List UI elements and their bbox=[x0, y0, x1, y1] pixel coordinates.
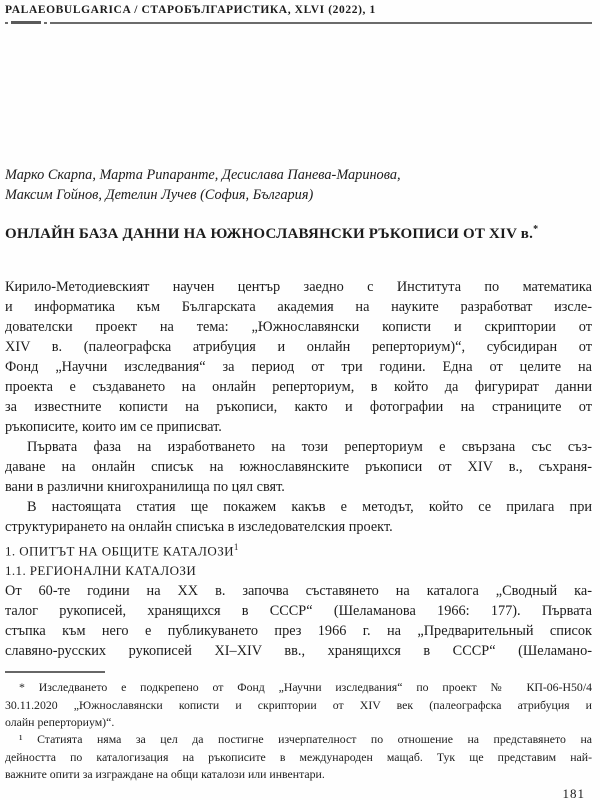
article-title bbox=[5, 220, 592, 244]
article-body bbox=[5, 277, 592, 661]
body-line: Първата фаза на изработването на този реперториум е свързана със съз- bbox=[27, 439, 592, 455]
header-rule-segment bbox=[44, 22, 47, 24]
article-title-text: ОНЛАЙН БАЗА ДАННИ НА ЮЖНОСЛАВЯНСКИ РЪКОПИСИ ОТ XIV в. bbox=[5, 226, 534, 242]
body-line: структурирането на онлайн списъка в изследователския проект. bbox=[5, 519, 393, 535]
authors-block bbox=[5, 165, 592, 205]
body-line: дователски проект на тема: „Южнославянски кописти и скриптории от bbox=[5, 319, 592, 335]
journal-header: PALAEOBULGARICA / СТАРОБЪЛГАРИСТИКА, XLVI (2022), 1 bbox=[5, 4, 376, 16]
paragraph-4 bbox=[5, 581, 592, 661]
body-line: за известните кописти на ръкописи, както и фотографии на страниците от bbox=[5, 399, 592, 415]
footnote-line: олайн реперториум)“. bbox=[5, 714, 115, 729]
footnote-line: * Изследването е подкрепено от Фонд „Научни изследвания“ по проект № КП-06-Н50/4 bbox=[19, 680, 592, 695]
header-rule-segment bbox=[50, 22, 592, 24]
body-line: ръкописите, които им се приписват. bbox=[5, 419, 222, 435]
footnotes-block bbox=[5, 679, 592, 783]
title-footnote-marker: * bbox=[533, 224, 539, 235]
header-rule bbox=[5, 21, 592, 24]
body-line: Кирило-Методиевският научен център заедно с Института по математика bbox=[5, 279, 592, 295]
page-number: 181 bbox=[562, 786, 585, 800]
subsection-heading-text: 1.1. РЕГИОНАЛНИ КАТАЛОЗИ bbox=[5, 563, 197, 579]
body-line: XIV в. (палеографска атрибуция и онлайн реперториум)“, субсидиран от bbox=[5, 339, 592, 355]
body-line: славяно-русских рукописей XI–XIV вв., хранящихся в СССР“ (Шеламано- bbox=[5, 643, 592, 660]
section-heading-text: 1. ОПИТЪТ НА ОБЩИТЕ КАТАЛОЗИ bbox=[5, 543, 234, 559]
paragraph-1 bbox=[5, 277, 592, 437]
header-rule-segment bbox=[11, 21, 41, 24]
authors-line: Марко Скарпа, Марта Рипаранте, Десислава Панева-Маринова, bbox=[5, 167, 401, 183]
body-line: талог рукописей, хранящихся в СССР“ (Шеламанова 1966: 177). Първата bbox=[5, 603, 592, 620]
footnote-1 bbox=[5, 731, 592, 783]
footnote-separator bbox=[5, 671, 105, 673]
body-line: даване на онлайн списък на южнославянските ръкописи от XIV в., съхраня- bbox=[5, 459, 592, 475]
footnote-line: дейността по каталогизация на ръкописите в международен мащаб. Тук ще представим най- bbox=[5, 749, 592, 764]
body-line: стъпка към него е публикуването през 1966 г. на „Предварительный список bbox=[5, 623, 592, 640]
body-line: проекта е създаването на онлайн реперториум, в който да фигурират данни bbox=[5, 379, 592, 395]
section-heading-footnote-marker: 1 bbox=[233, 542, 239, 552]
header-rule-segment bbox=[5, 22, 8, 24]
section-heading-1 bbox=[5, 537, 592, 561]
footnote-line: важните опити за изграждане на общи каталози или инвентари. bbox=[5, 766, 325, 781]
body-line: вани в различни книгохранилища по цял свят. bbox=[5, 479, 285, 495]
footnote-line: 30.11.2020 „Южнославянски кописти и скриптории от XIV век (палеографска атрибуция и bbox=[5, 697, 592, 712]
authors-line: Максим Гойнов, Детелин Лучев (София, България) bbox=[5, 187, 314, 203]
subsection-heading-1-1 bbox=[5, 561, 592, 581]
footnote-line: ¹ Статията няма за цел да постигне изчерпателност по отношение на представянето на bbox=[19, 732, 592, 747]
body-line: и информатика към Българската академия на науките разработват изсле- bbox=[5, 299, 592, 315]
body-line: От 60-те години на XX в. започва съставянето на каталога „Сводный ка- bbox=[5, 583, 592, 600]
body-line: Фонд „Научни изследвания“ за период от три години. Една от целите на bbox=[5, 359, 592, 375]
footnote-star bbox=[5, 679, 592, 731]
paragraph-3 bbox=[5, 497, 592, 537]
paragraph-2 bbox=[5, 437, 592, 497]
body-line: В настоящата статия ще покажем какъв е методът, който се прилага при bbox=[27, 499, 592, 515]
